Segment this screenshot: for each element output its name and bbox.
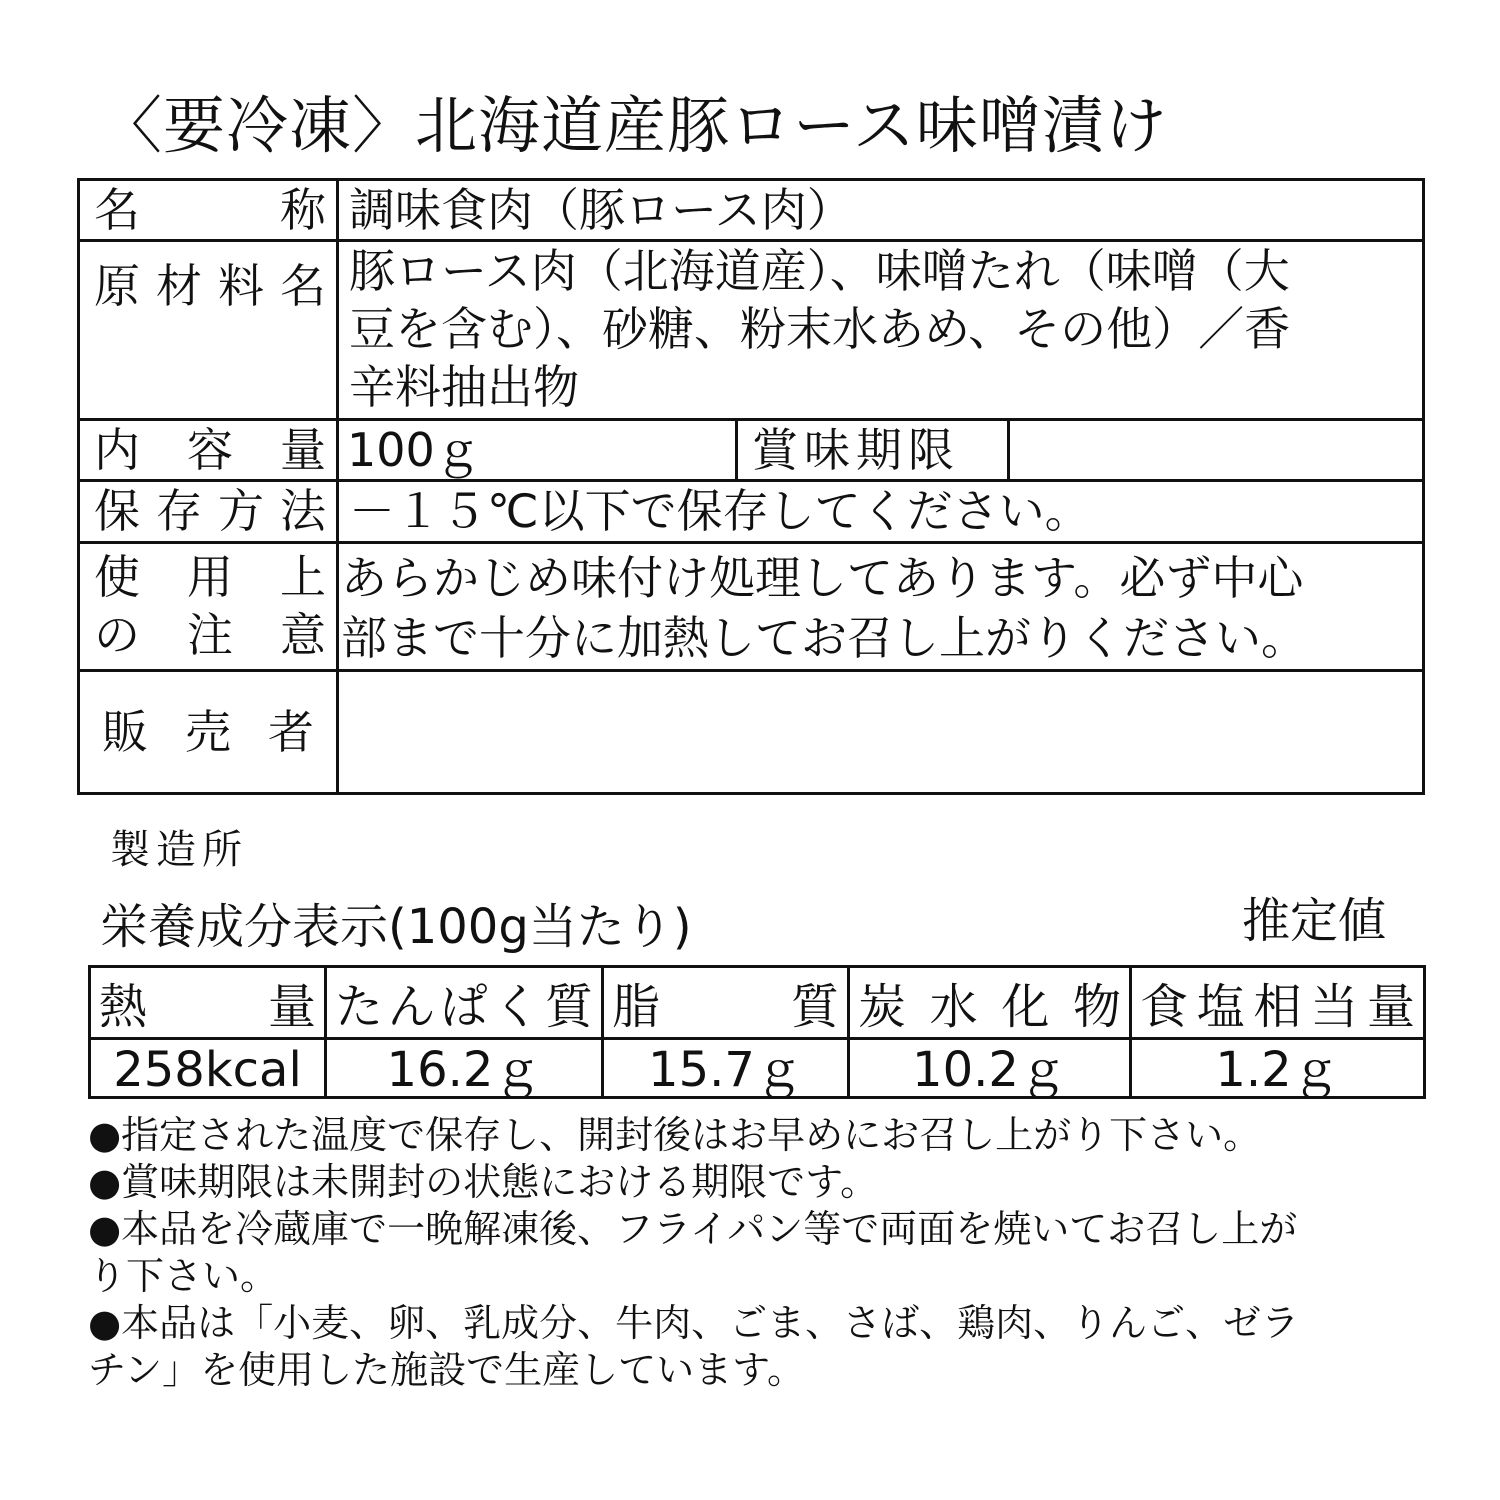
caution-head-line: 使用上 — [94, 550, 326, 604]
ingredients-line: 辛料抽出物 — [349, 360, 579, 414]
row-name — [79, 180, 1424, 241]
nutrition-value-protein: 16.2ｇ — [326, 1039, 603, 1098]
nutrition-value-energy: 258kcal — [90, 1039, 326, 1098]
best-before-head: 賞味期限 — [735, 421, 1010, 479]
nutrition-header-salt: 食塩相当量 — [1131, 967, 1425, 1039]
nutrition-header-carbohydrate: 炭水化物 — [849, 967, 1131, 1039]
content-head: 内容量 — [79, 420, 338, 481]
ingredients-line: 豚ロース肉（北海道産）、味噌たれ（味噌（大 — [349, 244, 1290, 298]
nutrition-header-fat: 脂質 — [603, 967, 849, 1039]
note-line: チン」を使用した施設で生産しています。 — [88, 1348, 806, 1392]
factory-label: 製造所 — [110, 827, 248, 873]
ingredients-head: 原材料名 — [79, 241, 338, 420]
ingredients-line: 豆を含む）、砂糖、粉末水あめ、その他）／香 — [349, 302, 1291, 356]
notes — [88, 1112, 1408, 1394]
note-line: ●本品は「小麦、卵、乳成分、牛肉、ごま、さば、鶏肉、りんご、ゼラ — [88, 1301, 1300, 1345]
name-head: 名 称 — [79, 180, 338, 241]
note-line: ●指定された温度で保存し、開封後はお早めにお召し上がり下さい。 — [88, 1113, 1262, 1157]
product-title: 〈要冷凍〉北海道産豚ロース味噌漬け — [100, 89, 1168, 162]
caution-head-line: の注意 — [94, 608, 326, 662]
row-ingredients — [79, 241, 1424, 420]
seller-head: 販売者 — [79, 671, 338, 794]
content-row-cell — [338, 420, 1424, 481]
nutrition-value-fat: 15.7ｇ — [603, 1039, 849, 1098]
storage-value: －１５℃以下で保存してください。 — [338, 481, 1424, 543]
seller-value — [338, 671, 1424, 794]
row-caution — [79, 543, 1424, 671]
content-value: 100ｇ — [347, 423, 481, 477]
storage-head: 保存方法 — [79, 481, 338, 543]
caution-line: あらかじめ味付け処理してあります。必ず中心 — [341, 551, 1304, 605]
note-line: ●本品を冷蔵庫で一晩解凍後、フライパン等で両面を焼いてお召し上が — [88, 1207, 1298, 1251]
nutrition-value-row — [90, 1039, 1425, 1098]
nutrition-title: 栄養成分表示(100g当たり) — [100, 899, 692, 955]
nutrition-table — [88, 965, 1426, 1099]
nutrition-header-energy: 熱量 — [90, 967, 326, 1039]
row-storage — [79, 481, 1424, 543]
caution-head — [79, 543, 338, 671]
nutrition-value-salt: 1.2ｇ — [1131, 1039, 1425, 1098]
food-label-table — [77, 178, 1425, 795]
caution-value — [338, 543, 1424, 671]
best-before-value — [1010, 421, 1422, 479]
nutrition-header-row — [90, 967, 1425, 1039]
name-value: 調味食肉（豚ロース肉） — [338, 180, 1424, 241]
nutrition-value-carbohydrate: 10.2ｇ — [849, 1039, 1131, 1098]
nutrition-header-protein: たんぱく質 — [326, 967, 603, 1039]
note-line: ●賞味期限は未開封の状態における期限です。 — [88, 1160, 879, 1204]
caution-line: 部まで十分に加熱してお召し上がりください。 — [341, 611, 1307, 665]
ingredients-value — [338, 241, 1424, 420]
row-content — [79, 420, 1424, 481]
row-seller — [79, 671, 1424, 794]
note-line: り下さい。 — [88, 1254, 279, 1298]
estimate-label: 推定値 — [1242, 893, 1387, 949]
